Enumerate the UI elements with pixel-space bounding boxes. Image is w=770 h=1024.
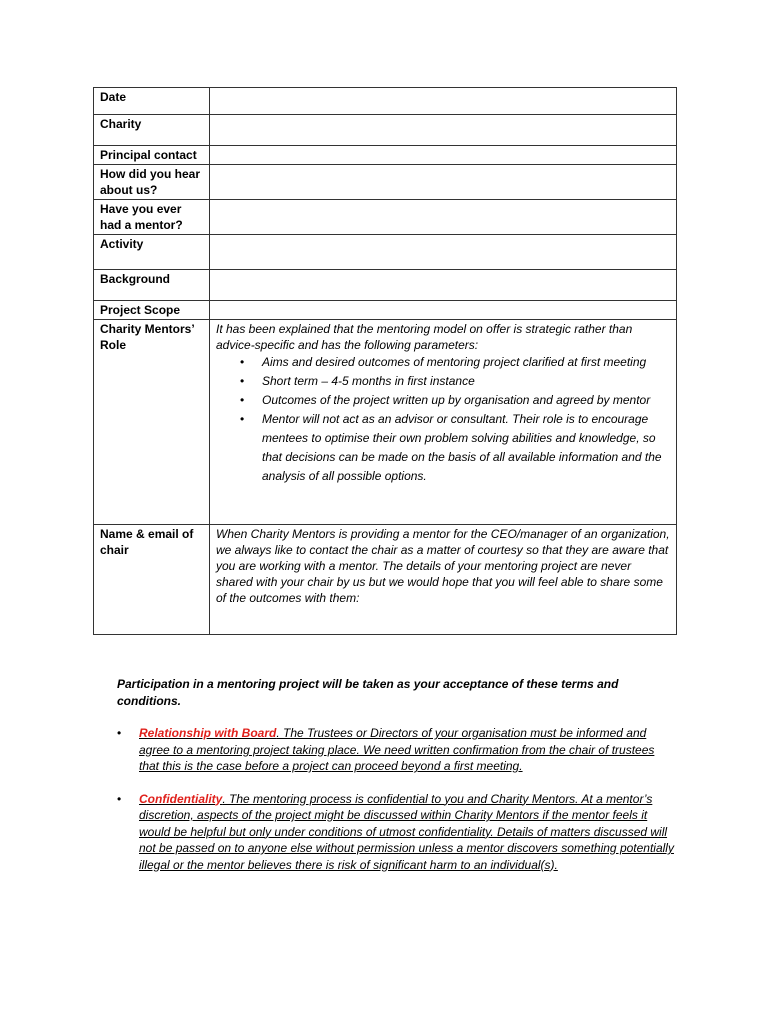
- form-label-chair: Name & email of chair: [94, 525, 210, 635]
- form-row-had-mentor: [94, 200, 677, 235]
- form-row-principal-contact: [94, 146, 677, 165]
- term-heading: Relationship with Board: [139, 726, 277, 740]
- mentors-role-description: [210, 320, 677, 525]
- form-row-mentors-role: [94, 320, 677, 525]
- term-text: . The mentoring process is confidential to you and Charity Mentors. At a mentor’s discretion, aspects of the project might be discussed within Charity Mentors if the mentor feels it would be helpful but only under conditions of utmost confidentiality. Details of matters discussed will not be passed on to anyone else without permission unless a mentor discovers something potentially illegal or the mentor believes there is risk of significant harm to an individual(s).: [139, 791, 674, 872]
- form-row-chair: [94, 525, 677, 635]
- term-relationship-with-board: [117, 725, 677, 775]
- form-row-date: [94, 88, 677, 115]
- mentoring-form-table: [93, 87, 677, 635]
- mentoring-parameters-list: [216, 353, 670, 486]
- form-row-activity: [94, 235, 677, 270]
- form-label-mentors-role: Charity Mentors’ Role: [94, 320, 210, 525]
- form-label-had-mentor: Have you ever had a mentor?: [94, 200, 210, 235]
- form-field-project-scope[interactable]: [210, 301, 677, 320]
- form-row-charity: [94, 115, 677, 146]
- bullet-icon: •: [117, 791, 122, 806]
- form-label-how-heard: How did you hear about us?: [94, 165, 210, 200]
- chair-description[interactable]: [210, 525, 677, 635]
- form-field-activity[interactable]: [210, 235, 677, 270]
- terms-list: [117, 725, 677, 873]
- chair-explanation: When Charity Mentors is providing a mentor for the CEO/manager of an organization, we always like to contact the chair as a matter of courtesy so that they are aware that you are working with a mentor. The details of your mentoring project are never shared with your chair by us but we would hope that you will feel able to share some of the outcomes with them:: [216, 527, 670, 605]
- parameter-item: • Aims and desired outcomes of mentoring project clarified at first meeting: [262, 353, 670, 372]
- form-row-project-scope: [94, 301, 677, 320]
- parameter-item: • Short term – 4-5 months in first instance: [262, 372, 670, 391]
- form-row-background: [94, 270, 677, 301]
- form-field-principal-contact[interactable]: [210, 146, 677, 165]
- terms-intro: Participation in a mentoring project will be taken as your acceptance of these terms and conditions.: [117, 677, 619, 708]
- form-label-project-scope: Project Scope: [94, 301, 210, 320]
- parameter-item: • Mentor will not act as an advisor or consultant. Their role is to encourage mentees to optimise their own problem solving abilities and knowledge, so that decisions can be made on the basis of all available information and the analysis of all possible options.: [262, 410, 670, 486]
- form-label-background: Background: [94, 270, 210, 301]
- mentors-role-intro: It has been explained that the mentoring model on offer is strategic rather than advice-specific and has the following parameters:: [216, 322, 633, 352]
- terms-and-conditions: [117, 676, 677, 889]
- parameter-item: • Outcomes of the project written up by organisation and agreed by mentor: [262, 391, 670, 410]
- term-heading: Confidentiality: [139, 791, 223, 806]
- form-field-background[interactable]: [210, 270, 677, 301]
- form-field-how-heard[interactable]: [210, 165, 677, 200]
- term-confidentiality: [117, 791, 677, 874]
- form-label-charity: Charity: [94, 115, 210, 146]
- bullet-icon: •: [117, 726, 122, 740]
- form-label-activity: Activity: [94, 235, 210, 270]
- form-label-date: Date: [94, 88, 210, 115]
- form-row-how-heard: [94, 165, 677, 200]
- form-field-charity[interactable]: [210, 115, 677, 146]
- form-field-had-mentor[interactable]: [210, 200, 677, 235]
- form-field-date[interactable]: [210, 88, 677, 115]
- form-label-principal-contact: Principal contact: [94, 146, 210, 165]
- term-text: . The Trustees or Directors of your organisation must be informed and agree to a mentoring project taking place. We need written confirmation from the chair of trustees that this is the case before a project can proceed beyond a first meeting.: [139, 726, 655, 773]
